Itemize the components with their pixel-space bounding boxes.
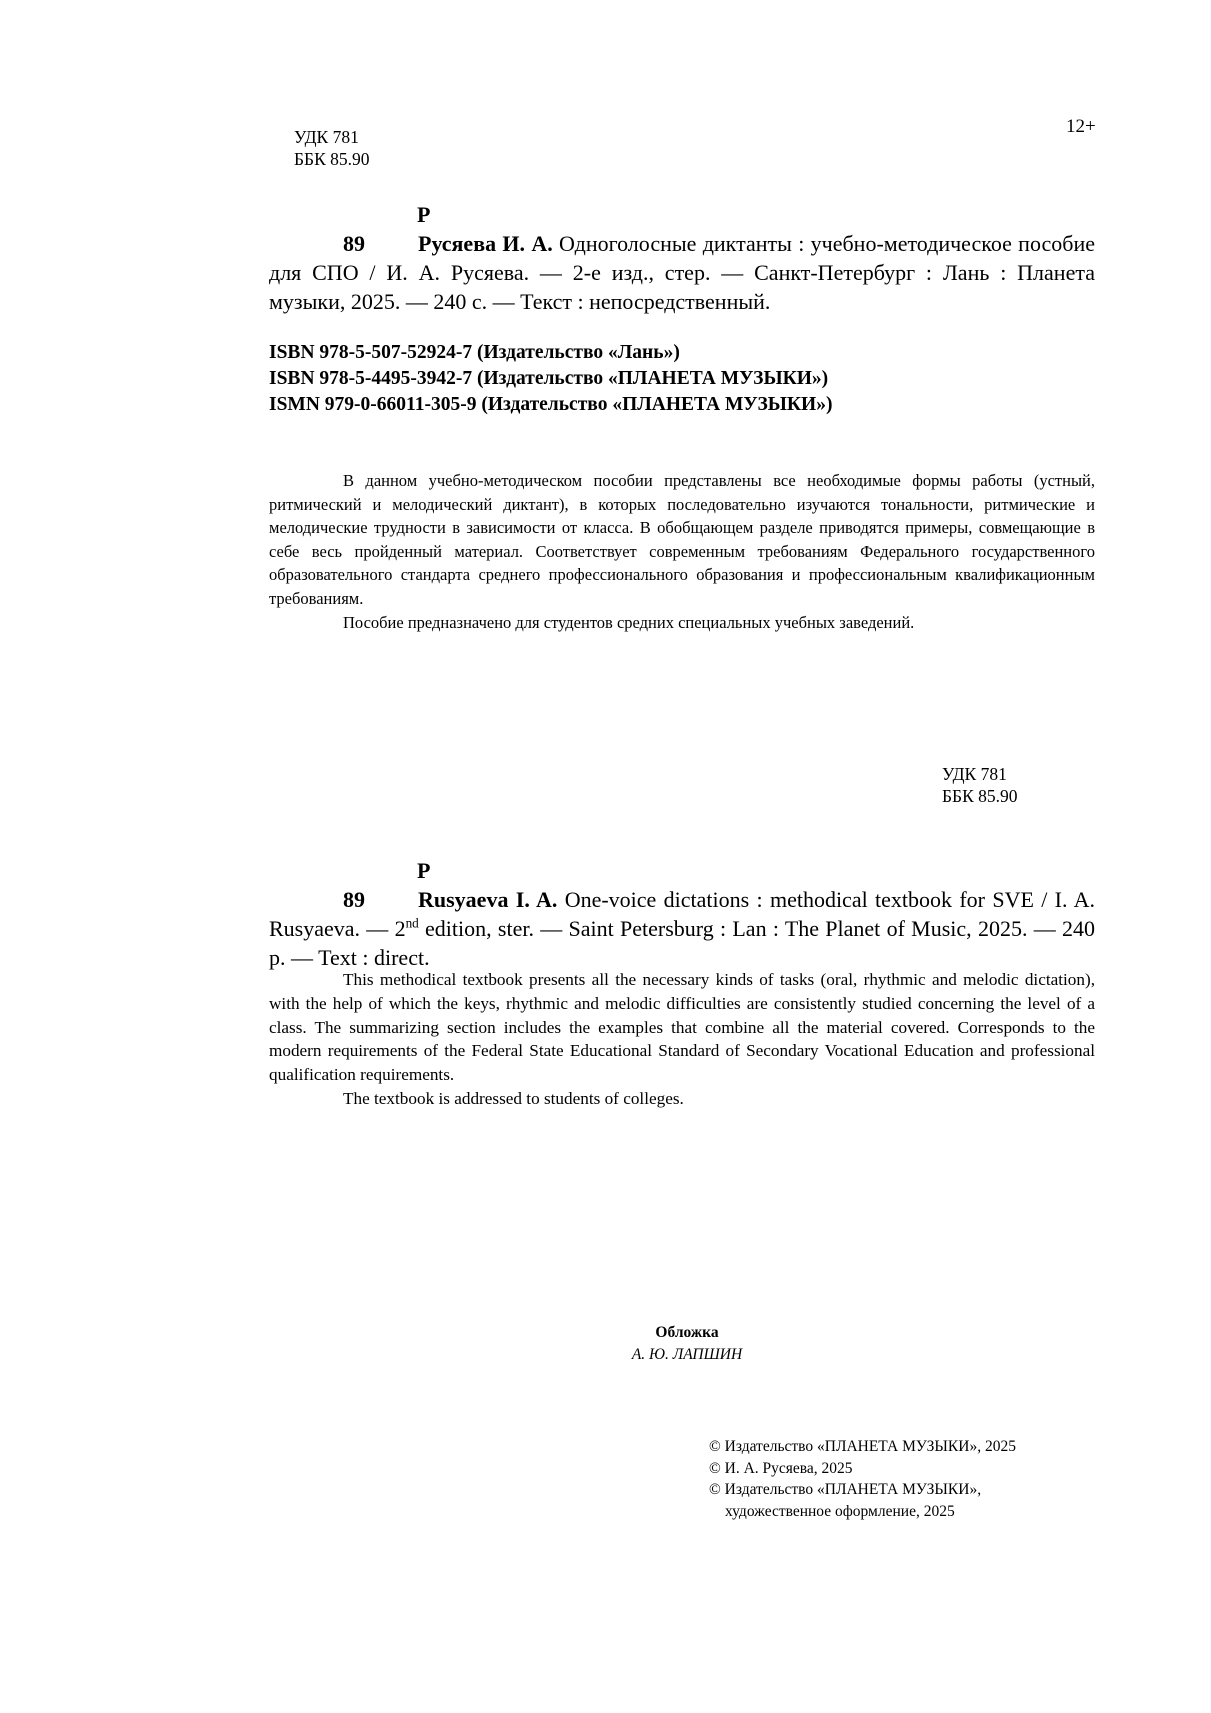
cover-credit: [500, 1322, 874, 1366]
bibliographic-record-en: [269, 856, 1095, 972]
ordinal-suffix: nd: [405, 915, 419, 931]
udk-code: УДК 781: [294, 127, 359, 147]
cover-designer: А. Ю. ЛАПШИН: [631, 1346, 743, 1363]
annotation-en: [269, 968, 1095, 1111]
copyright-line: © И. А. Русяева, 2025: [709, 1459, 853, 1477]
ismn-planeta: ISMN 979-0-66011-305-9 (Издательство «ПЛАНЕТА МУЗЫКИ»): [269, 394, 833, 415]
bibliographic-description-cont: edition, ster. — Saint Petersburg : Lan : The Planet of Music, 2025. — 240 p. — Text : direct.: [269, 916, 1095, 970]
copyright-line: © Издательство «ПЛАНЕТА МУЗЫКИ»,: [709, 1481, 982, 1498]
bibliographic-record-ru: [269, 200, 1095, 316]
copyright-block: [709, 1436, 1016, 1522]
author-mark: Р 89: [343, 202, 431, 256]
classification-codes: [294, 126, 370, 170]
isbn-lan: ISBN 978-5-507-52924-7 (Издательство «Лань»): [269, 342, 680, 363]
isbn-list: [269, 340, 832, 418]
author-name: Rusyaeva I. A.: [418, 887, 558, 912]
udk-code: УДК 781: [942, 764, 1007, 784]
author-mark: Р 89: [343, 858, 431, 912]
classification-codes-en: [942, 763, 1018, 807]
bibliographic-description: One-voice dictations : methodical textbook for SVE / I. A. Rusyaeva. — 2: [269, 887, 1095, 941]
annotation-ru: [269, 469, 1095, 634]
author-name: Русяева И. А.: [418, 231, 553, 256]
isbn-planeta: ISBN 978-5-4495-3942-7 (Издательство «ПЛАНЕТА МУЗЫКИ»): [269, 368, 829, 389]
copyright-line: художественное оформление, 2025: [725, 1502, 955, 1520]
cover-label: Обложка: [655, 1324, 719, 1341]
bbk-code: ББК 85.90: [294, 149, 370, 169]
bibliographic-description: Одноголосные диктанты : учебно-методическое пособие для СПО / И. А. Русяева. — 2-е изд., стер. — Санкт-Петербург : Лань : Планета музыки, 2025. — 240 с. — Текст : непосредственный.: [269, 231, 1095, 314]
annotation-paragraph: Пособие предназначено для студентов средних специальных учебных заведений.: [343, 612, 915, 632]
copyright-line: © Издательство «ПЛАНЕТА МУЗЫКИ», 2025: [709, 1438, 1016, 1455]
annotation-paragraph: This methodical textbook presents all the necessary kinds of tasks (oral, rhythmic and melodic dictation), with the help of which the keys, rhythmic and melodic difficulties are consistently studied concerning the level of a class. The summarizing section includes the examples that combine all the material covered. Corresponds to the modern requirements of the Federal State Educational Standard of Secondary Vocational Education and professional qualification requirements.: [269, 970, 1095, 1085]
annotation-paragraph: В данном учебно-методическом пособии представлены все необходимые формы работы (устный, ритмический и мелодический диктант), в которых последовательно изучаются тональности, ритмические и мелодические трудности в зависимости от класса. В обобщающем разделе приводятся примеры, совмещающие в себе весь пройденный материал. Соответствует современным требованиям Федерального государственного образовательного стандарта среднего профессионального образования и профессиональным квалификационным требованиям.: [269, 471, 1095, 608]
annotation-paragraph: The textbook is addressed to students of colleges.: [343, 1088, 684, 1108]
bbk-code: ББК 85.90: [942, 786, 1018, 806]
age-rating: 12+: [1066, 116, 1096, 137]
